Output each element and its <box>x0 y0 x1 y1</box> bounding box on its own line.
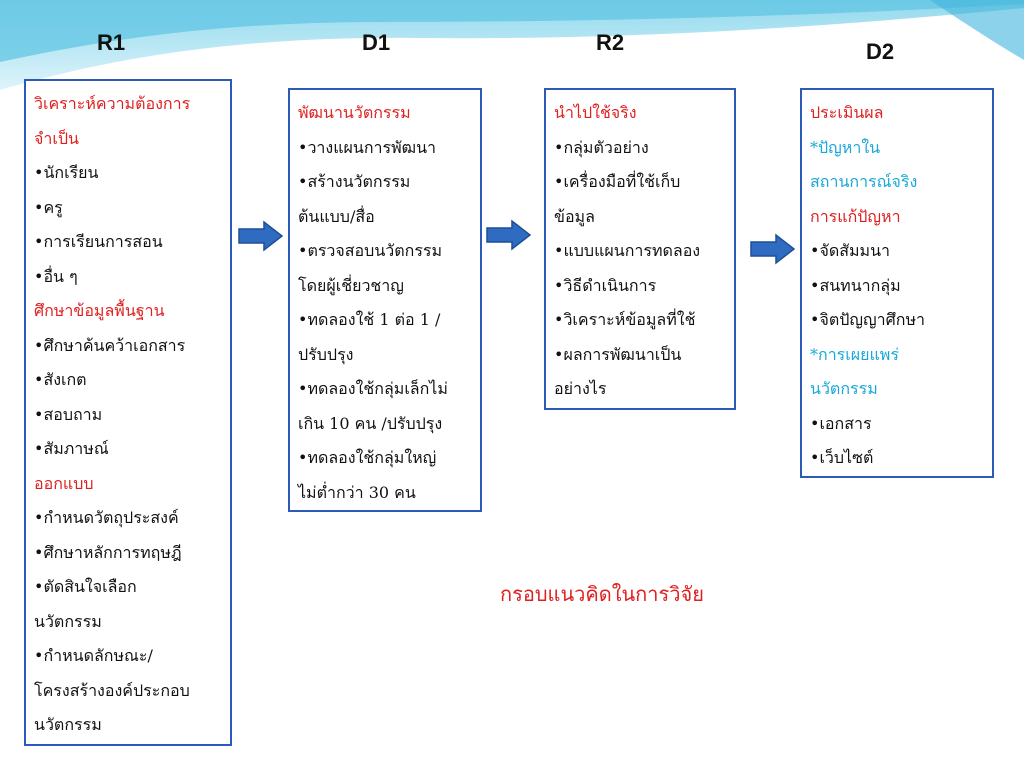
box-line: ออกแบบ <box>34 473 94 493</box>
header-d1: D1 <box>362 30 391 55</box>
arrow-right-icon <box>238 220 284 252</box>
box-line: นำไปใช้จริง <box>554 103 637 122</box>
box-line: •กลุ่มตัวอย่าง <box>554 137 649 157</box>
box-line: •กำหนดลักษณะ/ <box>34 646 153 665</box>
box-line: •เว็บไซต์ <box>810 448 874 467</box>
box-line: •อื่น ๆ <box>34 266 78 286</box>
box-line: จำเป็น <box>34 128 79 148</box>
box-line: นวัตกรรม <box>34 715 102 734</box>
box-line: •ศึกษาหลักการทฤษฎี <box>34 542 182 562</box>
box-line: •จิตปัญญาศึกษา <box>810 310 925 329</box>
box-line: •ทดลองใช้กลุ่มเล็กไม่ <box>298 379 448 398</box>
box-line: •ทดลองใช้กลุ่มใหญ่ <box>298 448 437 467</box>
box-line: •นักเรียน <box>34 163 99 182</box>
arrow-right-icon <box>486 219 532 251</box>
box-line: •กำหนดวัตถุประสงค์ <box>34 508 179 527</box>
box-line: •วิธีดำเนินการ <box>554 275 657 295</box>
box-line: •วางแผนการพัฒนา <box>298 137 437 157</box>
box-r1-needs-analysis <box>24 79 232 746</box>
box-line: ไม่ต่ำกว่า 30 คน <box>298 482 416 502</box>
header-d2: D2 <box>866 39 895 64</box>
box-line: •การเรียนการสอน <box>34 232 163 251</box>
box-line: เกิน 10 คน /ปรับปรุง <box>298 413 443 433</box>
box-line: วิเคราะห์ความต้องการ <box>34 94 191 113</box>
box-line: •ทดลองใช้ 1 ต่อ 1 / <box>298 310 441 329</box>
box-line: •สร้างนวัตกรรม <box>298 172 411 191</box>
box-line: ศึกษาข้อมูลพื้นฐาน <box>34 301 165 320</box>
box-line: นวัตกรรม <box>810 379 878 398</box>
box-line: นวัตกรรม <box>34 611 102 631</box>
box-line: •แบบแผนการทดลอง <box>554 241 701 260</box>
box-line: •ผลการพัฒนาเป็น <box>554 344 682 364</box>
arrow-right-icon <box>750 233 796 265</box>
box-line: ต้นแบบ/สื่อ <box>298 206 375 226</box>
box-r2-implementation <box>544 88 736 410</box>
box-line: โดยผู้เชี่ยวชาญ <box>298 275 404 295</box>
box-d1-innovation-development <box>288 88 482 512</box>
box-line: •สนทนากลุ่ม <box>810 275 901 295</box>
header-r1: R1 <box>97 30 126 55</box>
box-line: •ครู <box>34 197 63 217</box>
box-line: ข้อมูล <box>554 206 595 226</box>
header-r2: R2 <box>596 30 625 55</box>
box-line: •ตัดสินใจเลือก <box>34 577 137 596</box>
diagram-caption: กรอบแนวคิดในการวิจัย <box>500 582 704 606</box>
box-line: พัฒนานวัตกรรม <box>298 103 411 122</box>
box-line: •เอกสาร <box>810 413 872 433</box>
box-line: ปรับปรุง <box>298 344 354 364</box>
box-line: •ศึกษาค้นคว้าเอกสาร <box>34 335 186 355</box>
box-line: การแก้ปัญหา <box>810 206 901 226</box>
box-line: อย่างไร <box>554 379 607 398</box>
box-line: *การเผยแพร่ <box>810 344 899 364</box>
box-line: •สัมภาษณ์ <box>34 439 109 458</box>
box-line: *ปัญหาใน <box>810 137 881 157</box>
box-line: •จัดสัมมนา <box>810 241 890 260</box>
box-line: ประเมินผล <box>810 103 884 122</box>
box-line: •สังเกต <box>34 370 87 389</box>
box-line: •ตรวจสอบนวัตกรรม <box>298 241 443 260</box>
box-line: •วิเคราะห์ข้อมูลที่ใช้ <box>554 310 696 329</box>
box-line: โครงสร้างองค์ประกอบ <box>34 680 190 700</box>
box-line: สถานการณ์จริง <box>810 172 918 191</box>
box-d2-evaluation <box>800 88 994 478</box>
box-line: •เครื่องมือที่ใช้เก็บ <box>554 172 681 191</box>
box-line: •สอบถาม <box>34 404 103 424</box>
